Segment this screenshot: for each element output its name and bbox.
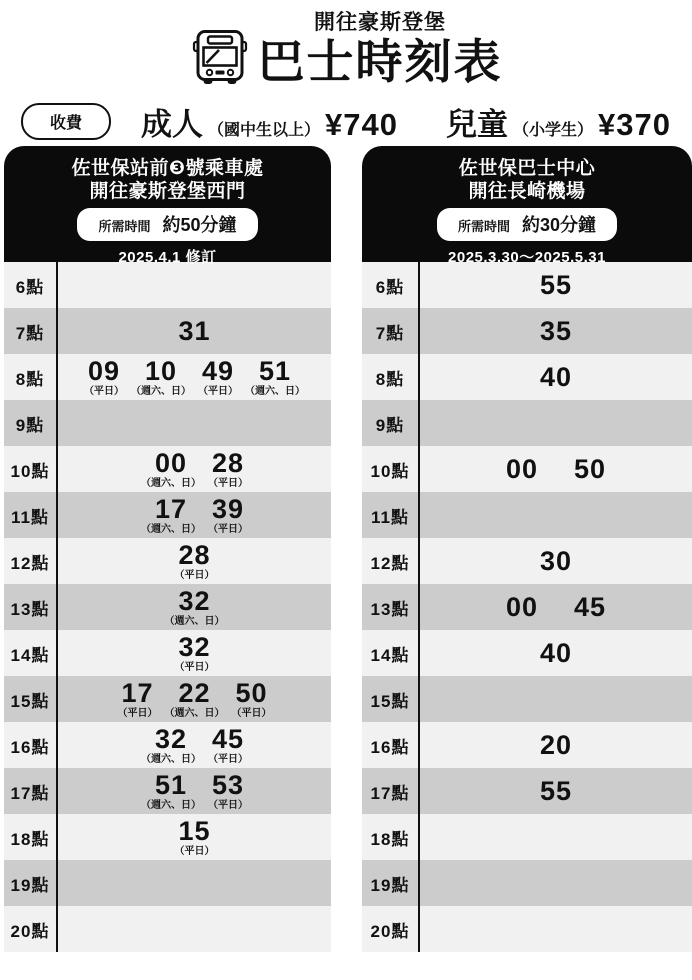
adult-fare-note: （國中生以上） bbox=[208, 121, 321, 139]
hour-label: 9點 bbox=[362, 400, 420, 446]
departure-time bbox=[539, 315, 573, 346]
hour-label: 9點 bbox=[4, 400, 58, 446]
hour-label: 10點 bbox=[4, 446, 58, 492]
timetable-row bbox=[4, 262, 331, 308]
timetable-row bbox=[4, 538, 331, 584]
hour-label: 16點 bbox=[4, 722, 58, 768]
hour-label: 11點 bbox=[4, 492, 58, 538]
day-type-tag: （平日） bbox=[174, 569, 215, 581]
day-type-tag: （週六、日） bbox=[141, 799, 201, 811]
departure-minute: 28 bbox=[211, 447, 245, 478]
day-type-tag: （週六、日） bbox=[164, 615, 225, 627]
fare-row bbox=[21, 99, 671, 144]
timetable-header bbox=[4, 146, 331, 266]
timetable-row bbox=[362, 538, 692, 584]
departure-time bbox=[164, 585, 225, 627]
adult-fare bbox=[141, 99, 398, 144]
day-type-tag: （週六、日） bbox=[164, 707, 225, 719]
departure-time bbox=[208, 493, 248, 535]
timetable-row bbox=[4, 722, 331, 768]
hour-label: 14點 bbox=[362, 630, 420, 676]
departure-minute: 51 bbox=[154, 769, 188, 800]
times-cell bbox=[58, 400, 331, 446]
timetable-row bbox=[362, 262, 692, 308]
times-cell bbox=[420, 906, 692, 952]
timetable-row bbox=[4, 906, 331, 952]
timetable-nagasaki-airport bbox=[362, 146, 692, 952]
departure-minute: 45 bbox=[574, 591, 607, 622]
times-cell bbox=[420, 492, 692, 538]
times-cell bbox=[420, 446, 692, 492]
departure-minute: 17 bbox=[154, 493, 188, 524]
departure-time bbox=[245, 355, 305, 397]
departure-time bbox=[208, 769, 248, 811]
timetable-row bbox=[362, 354, 692, 400]
departure-time bbox=[117, 677, 158, 719]
times-cell bbox=[58, 492, 331, 538]
times-cell bbox=[420, 308, 692, 354]
times-cell bbox=[58, 308, 331, 354]
departure-minute: 09 bbox=[87, 355, 121, 386]
departure-minute: 53 bbox=[211, 769, 245, 800]
duration-value: 約50分鐘 bbox=[162, 215, 237, 235]
hour-label: 19點 bbox=[362, 860, 420, 906]
departure-time bbox=[505, 453, 538, 484]
timetable-note: 2025.3.30〜2025.5.31 bbox=[448, 249, 606, 266]
departure-time bbox=[141, 493, 201, 535]
timetable-row bbox=[362, 492, 692, 538]
hour-label: 12點 bbox=[362, 538, 420, 584]
times-cell bbox=[58, 906, 331, 952]
departure-minute: 50 bbox=[574, 453, 607, 484]
timetable-row bbox=[362, 676, 692, 722]
timetable-row bbox=[362, 860, 692, 906]
timetable-row bbox=[4, 354, 331, 400]
day-type-tag: （平日） bbox=[174, 661, 215, 673]
day-type-tag: （週六、日） bbox=[141, 477, 201, 489]
child-fare bbox=[446, 99, 671, 144]
child-fare-label: 兒童 bbox=[446, 106, 508, 142]
times-cell bbox=[420, 354, 692, 400]
departure-time bbox=[539, 637, 573, 668]
hour-label: 6點 bbox=[362, 262, 420, 308]
times-cell bbox=[420, 538, 692, 584]
day-type-tag: （平日） bbox=[84, 385, 124, 397]
departure-minute: 31 bbox=[178, 315, 211, 346]
day-type-tag: （平日） bbox=[208, 753, 248, 765]
timetable-huistenbosch bbox=[4, 146, 331, 952]
hour-label: 14點 bbox=[4, 630, 58, 676]
departure-minute: 32 bbox=[178, 585, 211, 616]
hour-label: 13點 bbox=[362, 584, 420, 630]
timetable-row bbox=[362, 400, 692, 446]
departure-time bbox=[539, 361, 573, 392]
departure-time bbox=[505, 591, 538, 622]
timetable-row bbox=[4, 630, 331, 676]
times-cell bbox=[58, 584, 331, 630]
timetable-note: 2025.4.1 修訂 bbox=[118, 249, 217, 266]
departure-minute: 50 bbox=[235, 677, 268, 708]
departure-minute: 10 bbox=[144, 355, 178, 386]
hour-label: 17點 bbox=[362, 768, 420, 814]
times-cell bbox=[58, 722, 331, 768]
departure-time bbox=[131, 355, 191, 397]
timetable-title-line1: 佐世保站前❸號乘車處 bbox=[71, 158, 264, 179]
hour-label: 8點 bbox=[362, 354, 420, 400]
timetable-row bbox=[362, 814, 692, 860]
duration-pill bbox=[437, 208, 617, 241]
day-type-tag: （週六、日） bbox=[141, 523, 201, 535]
timetable-row bbox=[362, 768, 692, 814]
times-cell bbox=[58, 860, 331, 906]
child-fare-note: （小学生） bbox=[513, 121, 594, 139]
adult-fare-price: ¥740 bbox=[325, 106, 398, 142]
timetable-title bbox=[71, 157, 263, 203]
departure-minute: 00 bbox=[505, 591, 538, 622]
departure-time bbox=[574, 591, 607, 622]
times-cell bbox=[58, 676, 331, 722]
times-cell bbox=[58, 630, 331, 676]
times-cell bbox=[58, 538, 331, 584]
timetable-row bbox=[362, 630, 692, 676]
duration-value: 約30分鐘 bbox=[521, 215, 597, 235]
timetable-row bbox=[4, 584, 331, 630]
departure-minute: 32 bbox=[178, 631, 211, 662]
departure-time bbox=[539, 545, 573, 576]
departure-minute: 49 bbox=[201, 355, 235, 386]
title-column bbox=[258, 6, 503, 88]
day-type-tag: （平日） bbox=[208, 523, 248, 535]
hour-label: 17點 bbox=[4, 768, 58, 814]
times-cell bbox=[420, 722, 692, 768]
hour-label: 10點 bbox=[362, 446, 420, 492]
departure-time bbox=[174, 631, 215, 673]
departure-time bbox=[539, 775, 573, 806]
departure-time bbox=[208, 723, 248, 765]
times-cell bbox=[58, 814, 331, 860]
bus-icon bbox=[190, 29, 250, 85]
departure-time bbox=[174, 815, 215, 857]
departure-time bbox=[574, 453, 607, 484]
departure-time bbox=[198, 355, 238, 397]
day-type-tag: （平日） bbox=[174, 845, 215, 857]
times-cell bbox=[58, 354, 331, 400]
duration-label: 所需時間 bbox=[457, 219, 510, 234]
departure-minute: 51 bbox=[258, 355, 292, 386]
times-cell bbox=[58, 446, 331, 492]
page-header bbox=[0, 0, 692, 144]
timetable-title-line1: 佐世保巴士中心 bbox=[458, 158, 596, 179]
times-cell bbox=[420, 262, 692, 308]
departure-minute: 15 bbox=[178, 815, 211, 846]
times-cell bbox=[420, 630, 692, 676]
departure-time bbox=[208, 447, 248, 489]
times-cell bbox=[58, 262, 331, 308]
timetable-row bbox=[362, 446, 692, 492]
day-type-tag: （平日） bbox=[208, 799, 248, 811]
departure-time bbox=[178, 315, 211, 346]
departure-time bbox=[539, 269, 573, 300]
adult-fare-label: 成人 bbox=[141, 106, 204, 142]
day-type-tag: （週六、日） bbox=[141, 753, 201, 765]
child-fare-price: ¥370 bbox=[598, 106, 671, 142]
departure-time bbox=[141, 447, 201, 489]
departure-minute: 55 bbox=[539, 269, 573, 300]
departure-minute: 30 bbox=[539, 545, 573, 576]
hour-label: 8點 bbox=[4, 354, 58, 400]
times-cell bbox=[420, 676, 692, 722]
duration-label: 所需時間 bbox=[98, 219, 151, 234]
departure-time bbox=[164, 677, 225, 719]
hour-label: 7點 bbox=[362, 308, 420, 354]
hour-label: 20點 bbox=[4, 906, 58, 952]
hour-label: 12點 bbox=[4, 538, 58, 584]
departure-minute: 40 bbox=[539, 637, 573, 668]
title-block bbox=[190, 6, 503, 88]
departure-minute: 20 bbox=[539, 729, 573, 760]
timetable-row bbox=[362, 584, 692, 630]
departure-minute: 22 bbox=[178, 677, 211, 708]
page-title: 巴士時刻表 bbox=[257, 35, 503, 88]
hour-label: 18點 bbox=[4, 814, 58, 860]
hour-label: 15點 bbox=[362, 676, 420, 722]
timetable-row bbox=[4, 492, 331, 538]
departure-time bbox=[141, 723, 201, 765]
times-cell bbox=[420, 400, 692, 446]
times-cell bbox=[420, 584, 692, 630]
hour-label: 18點 bbox=[362, 814, 420, 860]
departure-minute: 40 bbox=[539, 361, 573, 392]
timetable-row bbox=[4, 446, 331, 492]
times-cell bbox=[420, 860, 692, 906]
departure-time bbox=[539, 729, 573, 760]
hour-label: 15點 bbox=[4, 676, 58, 722]
timetable-title bbox=[459, 157, 596, 203]
day-type-tag: （週六、日） bbox=[131, 385, 191, 397]
departure-minute: 00 bbox=[505, 453, 538, 484]
day-type-tag: （週六、日） bbox=[245, 385, 305, 397]
departure-time bbox=[231, 677, 272, 719]
day-type-tag: （平日） bbox=[208, 477, 248, 489]
timetable-header bbox=[362, 146, 692, 266]
timetable-rows bbox=[362, 262, 692, 952]
times-cell bbox=[58, 768, 331, 814]
day-type-tag: （平日） bbox=[198, 385, 238, 397]
departure-minute: 00 bbox=[154, 447, 188, 478]
times-cell bbox=[420, 768, 692, 814]
departure-minute: 32 bbox=[154, 723, 188, 754]
hour-label: 7點 bbox=[4, 308, 58, 354]
departure-time bbox=[174, 539, 215, 581]
hour-label: 13點 bbox=[4, 584, 58, 630]
hour-label: 20點 bbox=[362, 906, 420, 952]
hour-label: 19點 bbox=[4, 860, 58, 906]
page-subtitle: 開往豪斯登堡 bbox=[314, 11, 446, 34]
timetable-title-line2: 開往豪斯登堡西門 bbox=[89, 181, 246, 202]
departure-minute: 39 bbox=[211, 493, 245, 524]
timetable-row bbox=[4, 308, 331, 354]
timetable-row bbox=[4, 400, 331, 446]
timetable-row bbox=[362, 308, 692, 354]
departure-time bbox=[141, 769, 201, 811]
departure-minute: 17 bbox=[121, 677, 154, 708]
timetable-rows bbox=[4, 262, 331, 952]
hour-label: 6點 bbox=[4, 262, 58, 308]
timetable-row bbox=[4, 676, 331, 722]
timetable-title-line2: 開往長崎機場 bbox=[468, 181, 586, 202]
hour-label: 16點 bbox=[362, 722, 420, 768]
times-cell bbox=[420, 814, 692, 860]
timetable-row bbox=[4, 860, 331, 906]
duration-pill bbox=[77, 208, 257, 241]
departure-time bbox=[84, 355, 124, 397]
departure-minute: 55 bbox=[539, 775, 573, 806]
fare-badge: 收費 bbox=[21, 103, 111, 140]
timetable-row bbox=[4, 768, 331, 814]
day-type-tag: （平日） bbox=[231, 707, 272, 719]
hour-label: 11點 bbox=[362, 492, 420, 538]
timetable-row bbox=[362, 722, 692, 768]
departure-minute: 35 bbox=[539, 315, 573, 346]
timetable-row bbox=[4, 814, 331, 860]
timetable-row bbox=[362, 906, 692, 952]
day-type-tag: （平日） bbox=[117, 707, 158, 719]
departure-minute: 28 bbox=[178, 539, 211, 570]
departure-minute: 45 bbox=[211, 723, 245, 754]
